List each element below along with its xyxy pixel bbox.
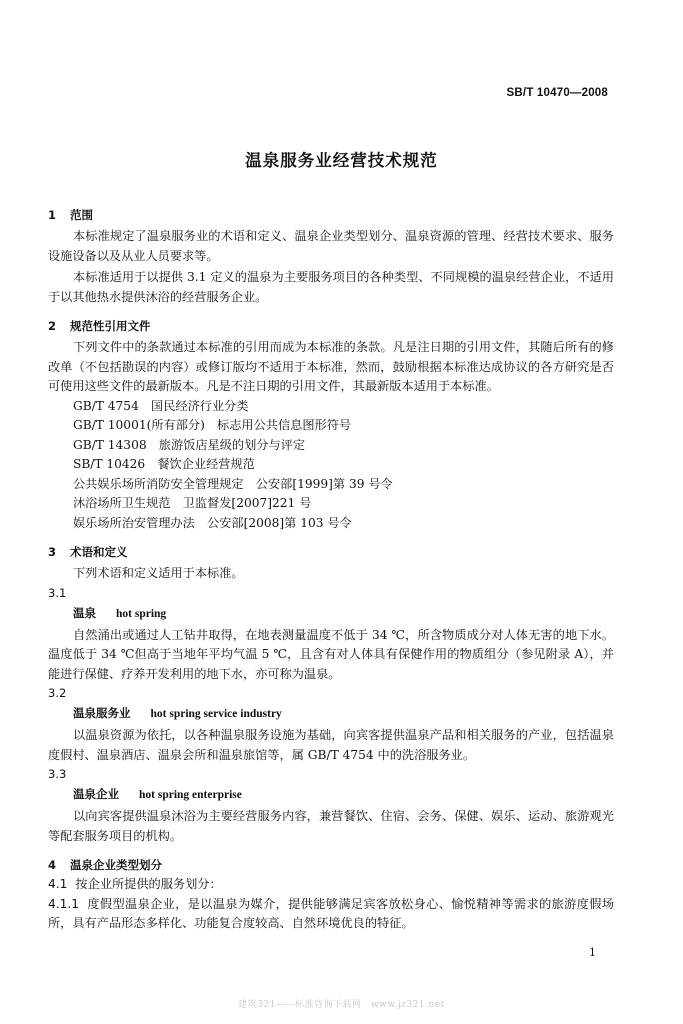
section-title: 温泉企业类型划分 [70,858,162,872]
clause-4-1-1 [48,895,614,934]
reference-item: GB/T 10001(所有部分) 标志用公共信息图形符号 [73,418,352,432]
paragraph: 本标准规定了温泉服务业的术语和定义、温泉企业类型划分、温泉资源的管理、经营技术要求、服务设施设备以及从业人员要求等。 [48,229,614,263]
reference-item: 公共娱乐场所消防安全管理规定 公安部[1999]第 39 号令 [73,476,393,491]
term-zh: 温泉服务业 [73,706,131,720]
term-definition: 以温泉资源为依托，以各种温泉服务设施为基础，向宾客提供温泉产品和相关服务的产业，包括温泉度假村、温泉酒店、温泉会所和温泉旅馆等，属 GB/T 4754 中的洗浴服务业。 [48,728,614,762]
section-heading-3 [48,543,614,562]
term-number: 3.1 [48,585,67,600]
section-heading-2 [48,317,614,336]
reference-item: GB/T 4754 国民经济行业分类 [73,398,249,413]
term-name [48,603,614,624]
term-en: hot spring enterprise [139,789,242,801]
section-title: 术语和定义 [70,545,128,559]
reference-list [48,397,614,534]
term-definition: 自然涌出或通过人工钻井取得，在地表测量温度不低于 34 ℃，所含物质成分对人体无害的地下水。温度低于 34 ℃但高于当地年平均气温 5 ℃，且含有对人体具有保健作用的物质组分（参见附录 A），并能进行保健、疗养开发利用的地下水，亦可称为温泉。 [48,627,614,681]
term-number: 3.3 [48,767,67,781]
clause-number: 4.1.1 [48,896,80,911]
term-name [48,784,614,805]
term-zh: 温泉企业 [73,787,119,801]
clause-text: 按企业所提供的服务划分： [75,877,222,891]
document-body [48,206,614,934]
reference-item: GB/T 14308 旅游饭店星级的划分与评定 [73,437,306,452]
section-title: 规范性引用文件 [70,319,151,333]
section-number: 2 [48,319,57,333]
reference-item: 娱乐场所治安管理办法 公安部[2008]第 103 号令 [73,515,352,530]
reference-item: 沐浴场所卫生规范 卫监督发[2007]221 号 [73,496,312,510]
document-title: 温泉服务业经营技术规范 [245,151,438,170]
section-title: 范围 [70,208,93,222]
paragraph: 本标准适用于以提供 3.1 定义的温泉为主要服务项目的各种类型、不同规模的温泉经营企业，不适用于以其他热水提供沐浴的经营服务企业。 [48,270,614,304]
term-definition: 以向宾客提供温泉沐浴为主要经营服务内容，兼营餐饮、住宿、会务、保健、娱乐、运动、旅游观光等配套服务项目的机构。 [48,809,614,843]
standard-code: SB/T 10470—2008 [506,87,608,99]
section-heading-1 [48,206,614,225]
term-en: hot spring service industry [150,708,282,720]
term-name [48,703,614,724]
clause-number: 4.1 [48,877,68,891]
section-number: 1 [48,208,57,222]
section-heading-4 [48,856,614,875]
section-number: 3 [48,545,57,559]
term-en: hot spring [116,607,167,620]
term-zh: 温泉 [73,605,96,620]
paragraph: 下列文件中的条款通过本标准的引用而成为本标准的条款。凡是注日期的引用文件，其随后所有的修改单（不包括勘误的内容）或修订版均不适用于本标准，然而，鼓励根据本标准达成协议的各方研究是否可使用这些文件的最新版本。凡是不注日期的引用文件，其最新版本适用于本标准。 [48,340,614,393]
term-number: 3.2 [48,686,67,700]
paragraph: 下列术语和定义适用于本标准。 [73,566,244,580]
page-number: 1 [589,946,596,959]
footer-watermark: 建筑321——标准咨询下载网 www.jz321.net [238,1000,445,1010]
reference-item: SB/T 10426 餐饮企业经营规范 [73,457,255,471]
clause-text: 度假型温泉企业，是以温泉为媒介，提供能够满足宾客放松身心、愉悦精神等需求的旅游度假场所，具有产品形态多样化、功能复合度较高、自然环境优良的特征。 [48,896,614,930]
section-number: 4 [48,858,57,872]
clause-4-1 [48,875,614,895]
